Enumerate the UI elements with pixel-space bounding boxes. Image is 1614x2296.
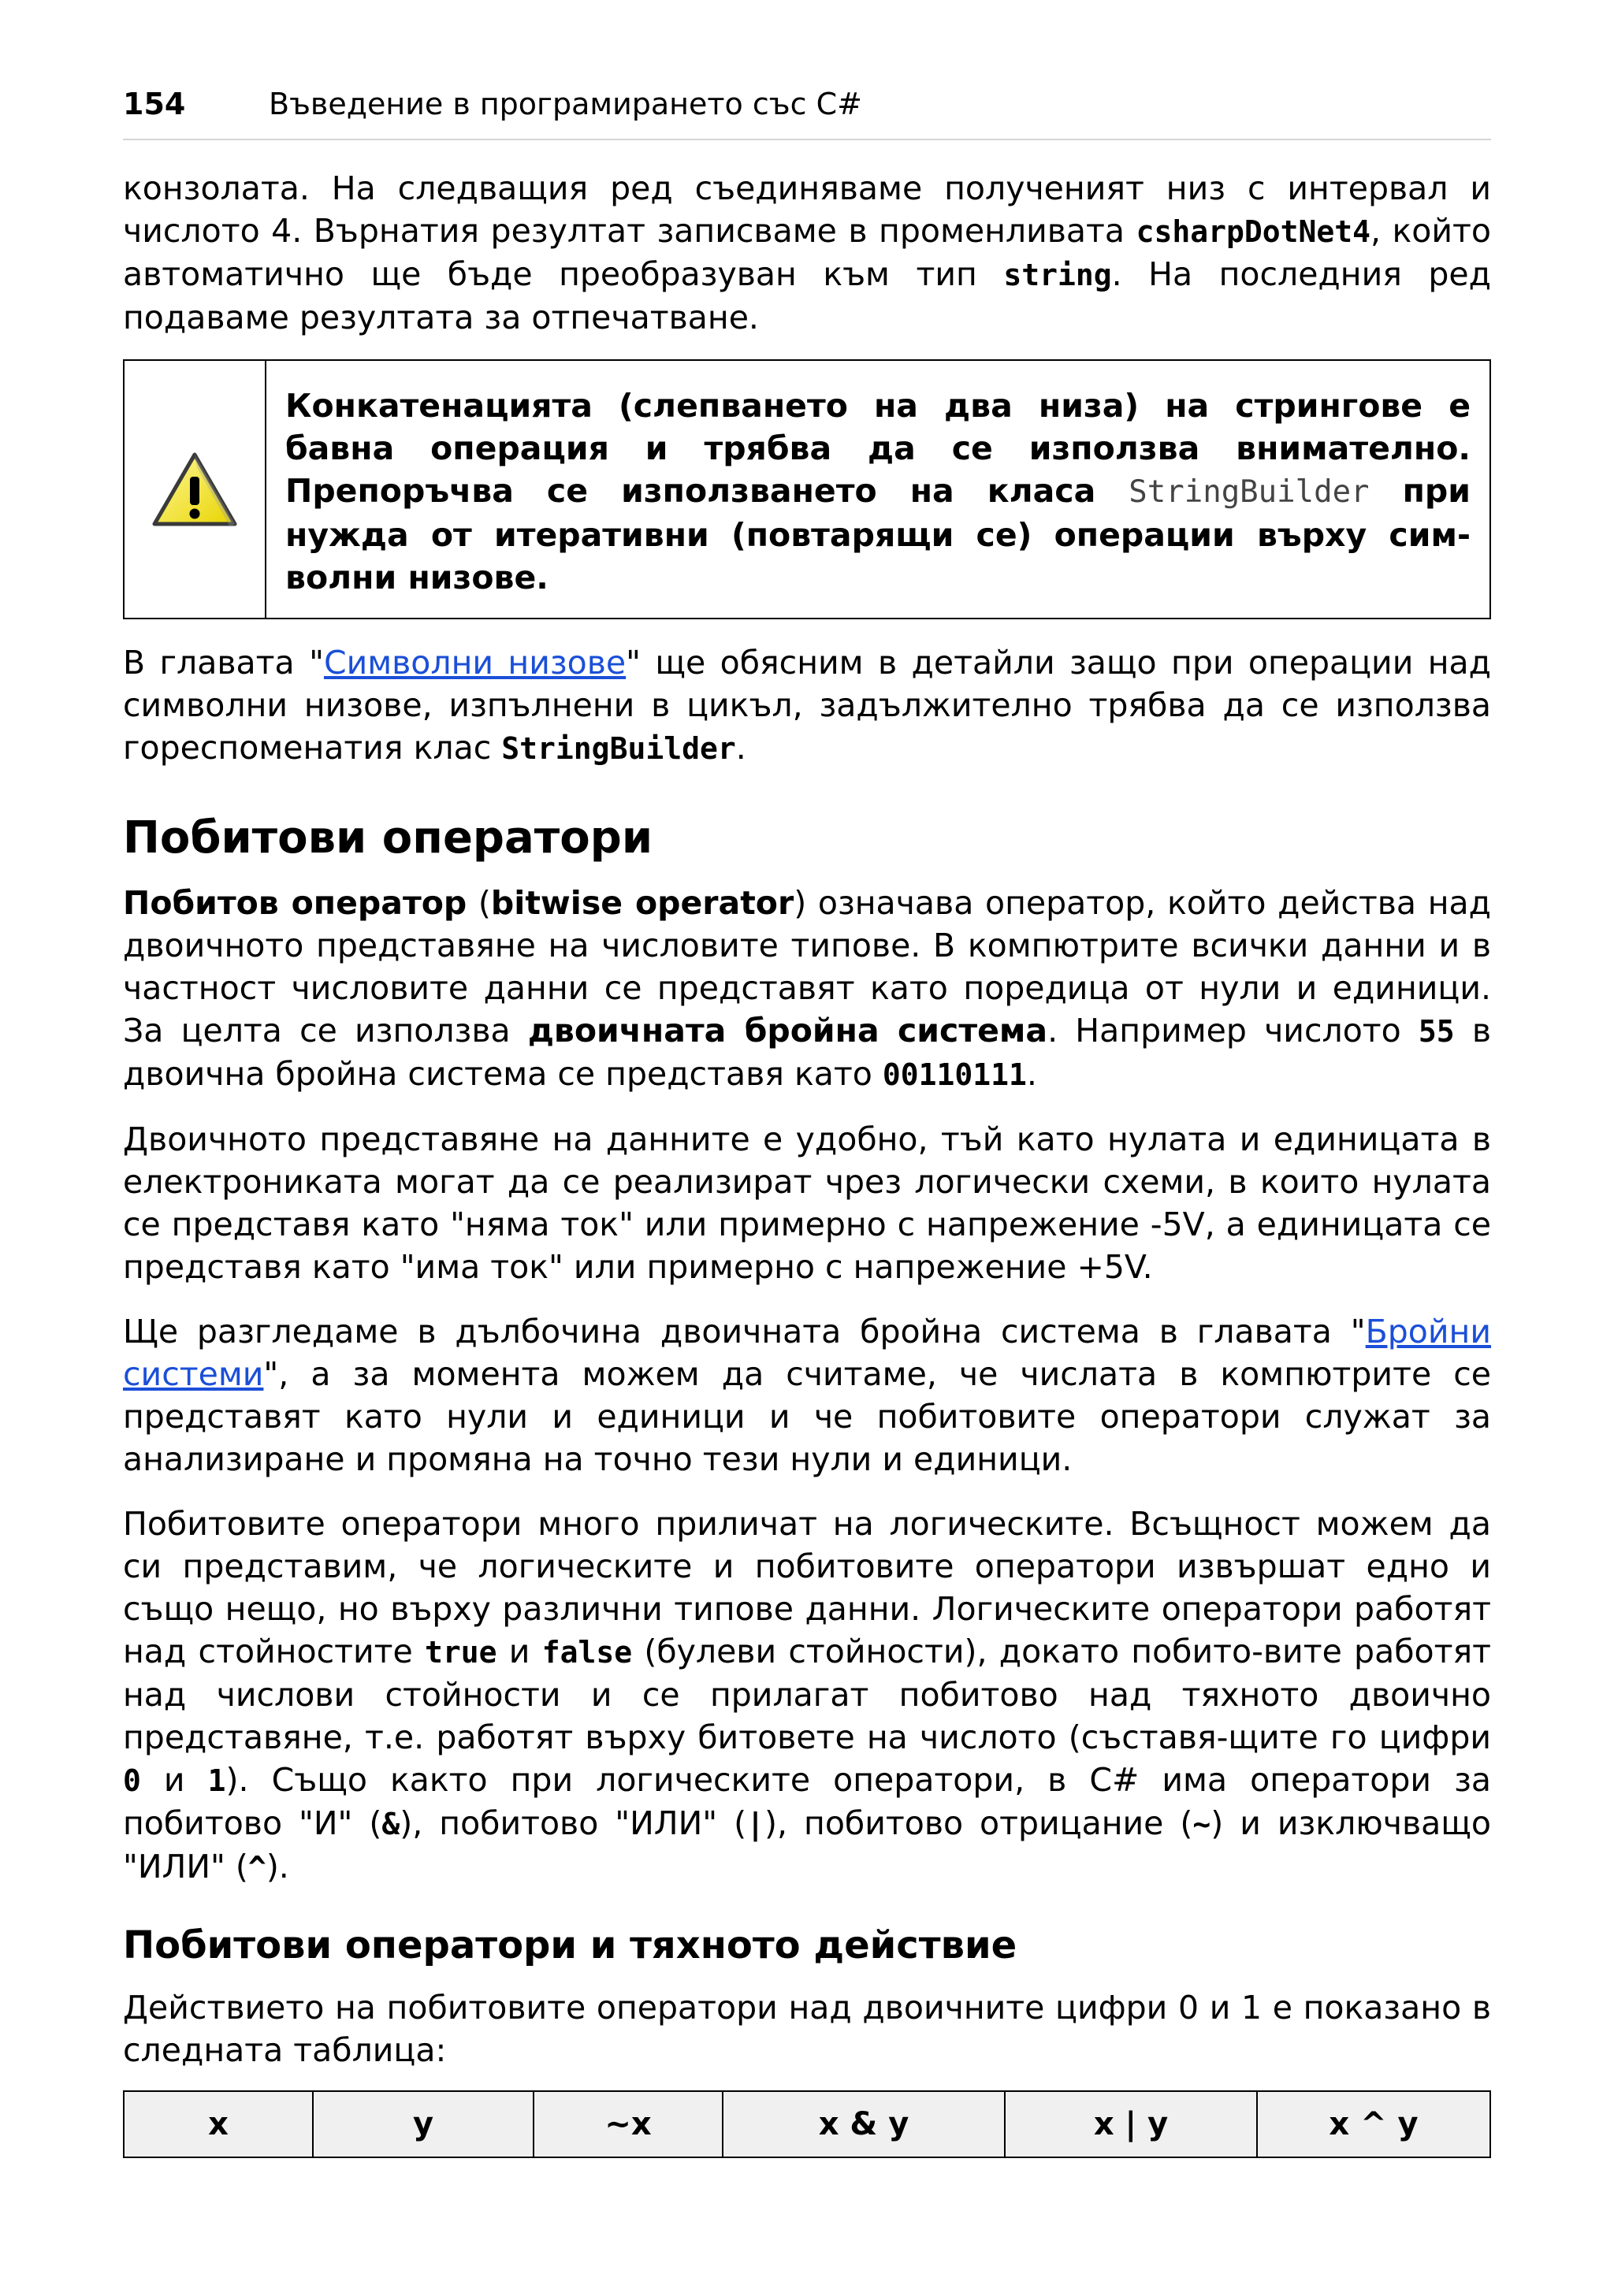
text: Побитовите оператори много приличат на логическите. Всъщност можем да си представим, че логическите и побитовите оператори извършат едно и също нещо, но върху различни типове данни. Логическите оператори работят над стойностите (123, 1505, 1491, 1670)
code-one: 1 (207, 1763, 226, 1798)
code-variable: csharpDotNet4 (1136, 214, 1370, 249)
subsection-title: Побитови оператори и тяхното действие (123, 1923, 1017, 1967)
bold-term: Побитов оператор (123, 884, 467, 922)
text: В главата " (123, 644, 324, 682)
text: . (1026, 1055, 1037, 1093)
paragraph-strings-chapter (123, 641, 1491, 770)
text: . (735, 729, 746, 767)
link-strings-chapter[interactable]: Символни низове (323, 644, 627, 682)
table-header-cell: ~x (534, 2091, 723, 2157)
text: и (496, 1633, 542, 1670)
code-zero: 0 (123, 1763, 141, 1798)
code-binary: 00110111 (882, 1057, 1027, 1092)
code-false: false (541, 1635, 633, 1670)
text: ) означава оператор, който действа над двоичното представяне на числовите типове. В компютрите всички данни и в частност числовите данни се представят като поредица от нули и единици. За целта се използва (123, 884, 1491, 1050)
paragraph-binary-representation (123, 1118, 1491, 1288)
text: . На последния ред подаваме резултата за отпечатване. (123, 255, 1491, 336)
text: при нужда от итеративни (повтарящи се) операции върху сим-волни низове. (285, 472, 1471, 596)
text: ). (266, 1848, 289, 1885)
warning-triangle-icon (151, 450, 238, 529)
paragraph-logical-vs-bitwise (123, 1503, 1491, 1889)
bold-term: двоичната бройна система (527, 1012, 1048, 1050)
warning-text (266, 361, 1489, 618)
text: , който автоматично ще бъде преобразуван към тип (123, 212, 1491, 293)
code-class-name: StringBuilder (501, 731, 736, 766)
paragraph-table-intro (123, 1986, 1491, 2071)
table-header-cell: x (124, 2091, 313, 2157)
code-not: ~ (1192, 1807, 1211, 1841)
code-class-name: StringBuilder (1129, 474, 1370, 510)
paragraph-number-systems (123, 1310, 1491, 1481)
text: и (140, 1761, 208, 1799)
text: ). Също както при логическите оператори, в C# има оператори за побитово "И" ( (123, 1761, 1491, 1842)
text: Конкатенацията (слепването на два низа) на стрингове е бавна операция и трябва да се използва внимателно. Препоръчва се използването на класа (285, 387, 1471, 510)
table-header-cell: x | y (1005, 2091, 1257, 2157)
code-and: & (381, 1807, 400, 1841)
table-header-cell: x & y (723, 2091, 1005, 2157)
text: в двоична бройна система се представя като (123, 1012, 1492, 1093)
text: . Например числото (1047, 1012, 1419, 1050)
text: Двоичното представяне на данните е удобно, тъй като нулата и единицата в електрониката могат да се реализират чрез логически схеми, в които нулата се представя като "няма ток" или примерно с напрежение -5V, а единицата се представя като "има ток" или примерно с напрежение +5V. (123, 1120, 1491, 1286)
code-type: string (1003, 258, 1112, 292)
text: ) и изключващо "ИЛИ" ( (123, 1804, 1491, 1885)
page-content (123, 167, 1491, 2158)
table-header-cell: x ^ y (1257, 2091, 1490, 2157)
link-number-systems[interactable]: Бройни системи (123, 1313, 1491, 1393)
table-header-cell: y (313, 2091, 534, 2157)
section-title: Побитови оператори (123, 812, 653, 864)
code-or: | (746, 1807, 765, 1841)
text: Действието на побитовите оператори над двоичните цифри 0 и 1 е показано в следната таблица: (123, 1989, 1491, 2069)
warning-note-box (123, 359, 1491, 619)
text: (булеви стойности), докато побито-вите работят над числови стойности и се прилагат побитово над тяхното двоично представяне, т.е. работят върху битовете на числото (съставя-щите го цифри (123, 1633, 1491, 1756)
bitwise-operators-table (123, 2090, 1491, 2158)
paragraph-bitwise-definition (123, 882, 1491, 1096)
text: " ще обясним в детайли защо при операции над символни низове, изпълнени в цикъл, задължително трябва да се използва гореспоменатия клас (123, 644, 1492, 767)
page-number: 154 (123, 87, 186, 121)
text: ( (467, 884, 491, 922)
warning-icon-cell (125, 361, 266, 618)
code-xor: ^ (247, 1850, 266, 1885)
code-true: true (425, 1635, 497, 1670)
table-header-row (124, 2091, 1490, 2157)
paragraph-concat-result (123, 167, 1491, 339)
bold-term: bitwise operator (490, 884, 794, 922)
code-number: 55 (1418, 1014, 1455, 1049)
text: ), побитово отрицание ( (764, 1804, 1193, 1842)
text: конзолата. На следващия ред съединяваме полученият низ с интервал и числото 4. Върнатия резултат записваме в променливата (123, 169, 1491, 250)
text: ), побитово "ИЛИ" ( (400, 1804, 747, 1842)
book-title: Въведение в програмирането със C# (269, 87, 862, 121)
text: ", а за момента можем да считаме, че числата в компютрите се представят като нули и единици и че побитовите оператори служат за анализиране и промяна на точно тези нули и единици. (123, 1355, 1491, 1478)
running-header (123, 80, 1491, 140)
text: Ще разгледаме в дълбочина двоичната бройна система в главата " (123, 1313, 1366, 1350)
